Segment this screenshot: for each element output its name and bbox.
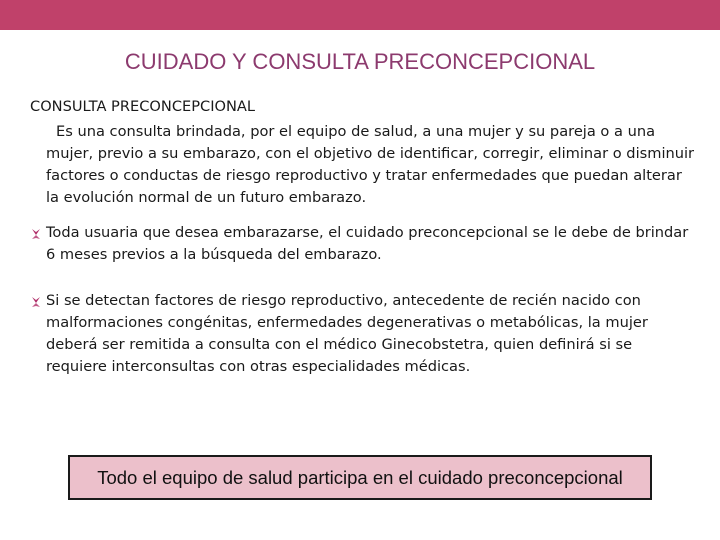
section-heading: CONSULTA PRECONCEPCIONAL (30, 98, 256, 115)
bullet-text: Si se detectan factores de riesgo reproductivo, antecedente de recién nacido con malformaciones congénitas, enfermedades degenerativas o metabólicas, la mujer deberá ser remitida a consulta con el médico Ginecobstetra, quien definirá si se requiere interconsultas con otras especialidades médicas. (46, 292, 648, 375)
slide-content (30, 96, 696, 378)
diamond-bullet-icon (30, 222, 46, 244)
bullet-item (30, 290, 696, 378)
highlight-note-text: Todo el equipo de salud participa en el cuidado preconcepcional (97, 466, 623, 488)
diamond-bullet-icon (30, 290, 46, 312)
top-bar (0, 0, 720, 30)
bullet-item (30, 222, 696, 266)
slide-title: CUIDADO Y CONSULTA PRECONCEPCIONAL (124, 49, 596, 74)
bullet-text: Toda usuaria que desea embarazarse, el cuidado preconcepcional se le debe de brindar 6 meses previos a la búsqueda del embarazo. (46, 224, 689, 263)
highlight-note-box (68, 455, 652, 500)
intro-paragraph: Es una consulta brindada, por el equipo de salud, a una mujer y su pareja o a una mujer, previo a su embarazo, con el objetivo de identificar, corregir, eliminar o disminuir factores o conductas de riesgo reproductivo y tratar enfermedades que puedan alterar la evolución normal de un futuro embarazo. (46, 123, 695, 206)
